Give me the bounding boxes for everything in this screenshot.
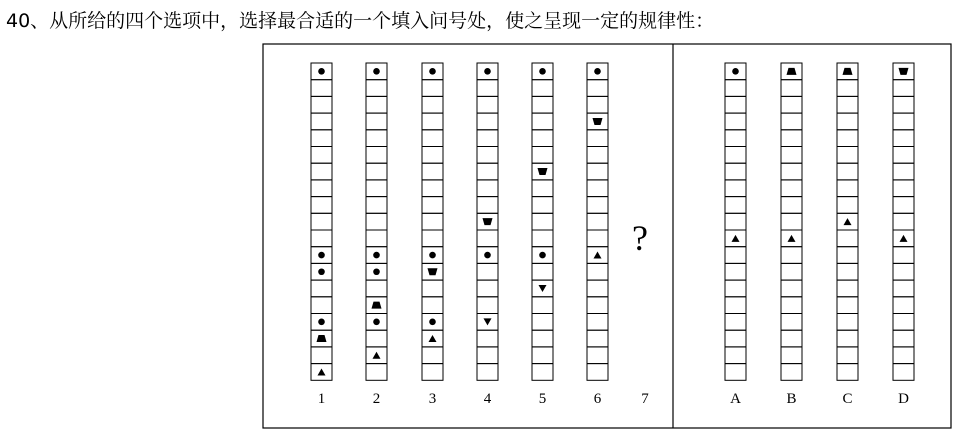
option-B-label: B	[786, 391, 797, 407]
option-C-label: C	[842, 391, 853, 407]
trapezoid-down-mark	[483, 218, 493, 225]
sequence-strip-6-label: 6	[593, 391, 602, 407]
grid-cell	[781, 314, 802, 331]
triangle-up-mark	[844, 218, 852, 225]
grid-cell	[311, 163, 332, 180]
sequence-strip-3-label: 3	[428, 391, 437, 407]
grid-cell	[532, 230, 553, 247]
circle-mark	[539, 252, 546, 259]
grid-cell	[893, 113, 914, 130]
trapezoid-down-mark	[428, 268, 438, 275]
grid-cell	[837, 147, 858, 164]
circle-mark	[318, 68, 325, 75]
grid-cell	[422, 347, 443, 364]
grid-cell	[311, 80, 332, 97]
grid-cell	[587, 130, 608, 147]
grid-cell	[893, 213, 914, 230]
grid-cell	[893, 80, 914, 97]
grid-cell	[725, 163, 746, 180]
triangle-up-mark	[594, 252, 602, 259]
grid-cell	[366, 213, 387, 230]
grid-cell	[366, 197, 387, 214]
grid-cell	[422, 163, 443, 180]
grid-cell	[893, 330, 914, 347]
grid-cell	[781, 96, 802, 113]
grid-cell	[477, 280, 498, 297]
grid-cell	[311, 197, 332, 214]
grid-cell	[725, 280, 746, 297]
grid-cell	[311, 347, 332, 364]
grid-cell	[725, 147, 746, 164]
question-text: 40、从所给的四个选项中，选择最合适的一个填入问号处，使之呈现一定的规律性：	[6, 10, 715, 32]
grid-cell	[837, 247, 858, 264]
grid-cell	[725, 197, 746, 214]
grid-cell	[781, 197, 802, 214]
grid-cell	[837, 197, 858, 214]
grid-cell	[311, 280, 332, 297]
grid-cell	[893, 96, 914, 113]
grid-cell	[532, 96, 553, 113]
grid-cell	[366, 96, 387, 113]
grid-cell	[837, 113, 858, 130]
grid-cell	[587, 230, 608, 247]
grid-cell	[587, 364, 608, 381]
question-mark: ?	[632, 218, 648, 258]
grid-cell	[311, 213, 332, 230]
grid-cell	[477, 180, 498, 197]
grid-cell	[781, 113, 802, 130]
grid-cell	[587, 347, 608, 364]
grid-cell	[422, 364, 443, 381]
grid-cell	[311, 113, 332, 130]
grid-cell	[781, 263, 802, 280]
grid-cell	[587, 263, 608, 280]
grid-cell	[837, 364, 858, 381]
grid-cell	[587, 80, 608, 97]
grid-cell	[532, 80, 553, 97]
grid-cell	[532, 347, 553, 364]
grid-cell	[837, 130, 858, 147]
grid-cell	[781, 147, 802, 164]
grid-cell	[725, 96, 746, 113]
grid-cell	[311, 147, 332, 164]
grid-cell	[422, 213, 443, 230]
circle-mark	[373, 68, 380, 75]
grid-cell	[725, 347, 746, 364]
grid-cell	[422, 197, 443, 214]
grid-cell	[893, 180, 914, 197]
grid-cell	[725, 364, 746, 381]
grid-cell	[587, 147, 608, 164]
grid-cell	[781, 163, 802, 180]
grid-cell	[422, 147, 443, 164]
grid-cell	[366, 230, 387, 247]
triangle-up-mark	[900, 235, 908, 242]
circle-mark	[429, 319, 436, 326]
grid-cell	[532, 263, 553, 280]
grid-cell	[311, 230, 332, 247]
grid-cell	[477, 130, 498, 147]
grid-cell	[532, 364, 553, 381]
circle-mark	[732, 68, 739, 75]
grid-cell	[725, 180, 746, 197]
grid-cell	[477, 163, 498, 180]
grid-cell	[893, 263, 914, 280]
grid-cell	[837, 280, 858, 297]
grid-cell	[587, 280, 608, 297]
grid-cell	[422, 280, 443, 297]
grid-cell	[781, 213, 802, 230]
grid-cell	[781, 80, 802, 97]
sequence-strip-6	[587, 63, 608, 407]
grid-cell	[781, 280, 802, 297]
grid-cell	[893, 297, 914, 314]
grid-cell	[725, 113, 746, 130]
triangle-up-mark	[429, 335, 437, 342]
grid-cell	[477, 297, 498, 314]
triangle-up-mark	[732, 235, 740, 242]
grid-cell	[532, 130, 553, 147]
option-B	[781, 63, 802, 407]
grid-cell	[725, 247, 746, 264]
grid-cell	[893, 197, 914, 214]
option-D	[893, 63, 914, 407]
grid-cell	[893, 247, 914, 264]
grid-cell	[532, 314, 553, 331]
sequence-strip-1	[311, 63, 332, 407]
grid-cell	[893, 147, 914, 164]
circle-mark	[429, 252, 436, 259]
sequence-strip-2-label: 2	[372, 391, 381, 407]
option-C	[837, 63, 858, 407]
grid-cell	[837, 96, 858, 113]
grid-cell	[837, 263, 858, 280]
circle-mark	[484, 68, 491, 75]
grid-cell	[781, 180, 802, 197]
sequence-strip-1-label: 1	[317, 391, 326, 407]
grid-cell	[532, 147, 553, 164]
grid-cell	[725, 314, 746, 331]
grid-cell	[477, 80, 498, 97]
triangle-down-mark	[484, 318, 492, 325]
circle-mark	[373, 319, 380, 326]
grid-cell	[781, 297, 802, 314]
strip-label-7: 7	[641, 391, 649, 407]
grid-cell	[837, 80, 858, 97]
grid-cell	[725, 80, 746, 97]
grid-cell	[781, 347, 802, 364]
grid-cell	[837, 180, 858, 197]
grid-cell	[366, 130, 387, 147]
grid-cell	[587, 297, 608, 314]
grid-cell	[366, 330, 387, 347]
grid-cell	[532, 180, 553, 197]
grid-cell	[781, 130, 802, 147]
grid-cell	[422, 297, 443, 314]
grid-cell	[311, 96, 332, 113]
grid-cell	[837, 314, 858, 331]
grid-cell	[893, 280, 914, 297]
grid-cell	[532, 213, 553, 230]
circle-mark	[484, 252, 491, 259]
grid-cell	[477, 197, 498, 214]
triangle-up-mark	[788, 235, 796, 242]
trapezoid-down-mark	[899, 68, 909, 75]
grid-cell	[422, 180, 443, 197]
option-D-label: D	[898, 391, 909, 407]
grid-cell	[587, 197, 608, 214]
grid-cell	[837, 347, 858, 364]
sequence-strips	[311, 63, 608, 407]
grid-cell	[311, 180, 332, 197]
grid-cell	[532, 297, 553, 314]
grid-cell	[532, 330, 553, 347]
grid-cell	[422, 130, 443, 147]
grid-cell	[893, 364, 914, 381]
grid-cell	[477, 96, 498, 113]
grid-cell	[893, 163, 914, 180]
sequence-strip-5	[532, 63, 553, 407]
grid-cell	[366, 113, 387, 130]
grid-cell	[837, 297, 858, 314]
grid-cell	[477, 364, 498, 381]
circle-mark	[429, 68, 436, 75]
grid-cell	[422, 96, 443, 113]
triangle-up-mark	[318, 368, 326, 375]
grid-cell	[725, 330, 746, 347]
grid-cell	[311, 297, 332, 314]
trapezoid-up-mark	[787, 68, 797, 75]
circle-mark	[318, 319, 325, 326]
sequence-strip-4-label: 4	[483, 391, 492, 407]
grid-cell	[781, 364, 802, 381]
grid-cell	[477, 263, 498, 280]
grid-cell	[725, 213, 746, 230]
grid-cell	[837, 230, 858, 247]
grid-cell	[422, 113, 443, 130]
sequence-strip-3	[422, 63, 443, 407]
grid-cell	[587, 330, 608, 347]
circle-mark	[318, 268, 325, 275]
circle-mark	[594, 68, 601, 75]
grid-cell	[422, 230, 443, 247]
grid-cell	[587, 96, 608, 113]
option-A	[725, 63, 746, 407]
grid-cell	[366, 147, 387, 164]
circle-mark	[318, 252, 325, 259]
grid-cell	[532, 197, 553, 214]
circle-mark	[539, 68, 546, 75]
grid-cell	[781, 247, 802, 264]
trapezoid-up-mark	[317, 335, 327, 342]
grid-cell	[477, 113, 498, 130]
trapezoid-up-mark	[372, 302, 382, 309]
grid-cell	[477, 330, 498, 347]
grid-cell	[837, 163, 858, 180]
grid-cell	[422, 80, 443, 97]
grid-cell	[366, 280, 387, 297]
grid-cell	[477, 347, 498, 364]
sequence-strip-2	[366, 63, 387, 407]
triangle-down-mark	[539, 285, 547, 292]
grid-cell	[477, 147, 498, 164]
grid-cell	[725, 297, 746, 314]
triangle-up-mark	[373, 352, 381, 359]
grid-cell	[366, 163, 387, 180]
circle-mark	[373, 252, 380, 259]
grid-cell	[587, 180, 608, 197]
grid-cell	[837, 330, 858, 347]
grid-cell	[477, 230, 498, 247]
grid-cell	[893, 130, 914, 147]
grid-cell	[366, 80, 387, 97]
grid-cell	[587, 163, 608, 180]
answer-options	[725, 63, 914, 407]
grid-cell	[893, 314, 914, 331]
grid-cell	[366, 180, 387, 197]
grid-cell	[587, 213, 608, 230]
trapezoid-down-mark	[593, 118, 603, 125]
circle-mark	[373, 268, 380, 275]
trapezoid-down-mark	[538, 168, 548, 175]
grid-cell	[532, 113, 553, 130]
option-A-label: A	[730, 391, 741, 407]
trapezoid-up-mark	[843, 68, 853, 75]
sequence-strip-4	[477, 63, 498, 407]
grid-cell	[366, 364, 387, 381]
grid-cell	[587, 314, 608, 331]
grid-cell	[725, 263, 746, 280]
grid-cell	[893, 347, 914, 364]
grid-cell	[311, 130, 332, 147]
sequence-strip-5-label: 5	[538, 391, 547, 407]
grid-cell	[725, 130, 746, 147]
grid-cell	[781, 330, 802, 347]
